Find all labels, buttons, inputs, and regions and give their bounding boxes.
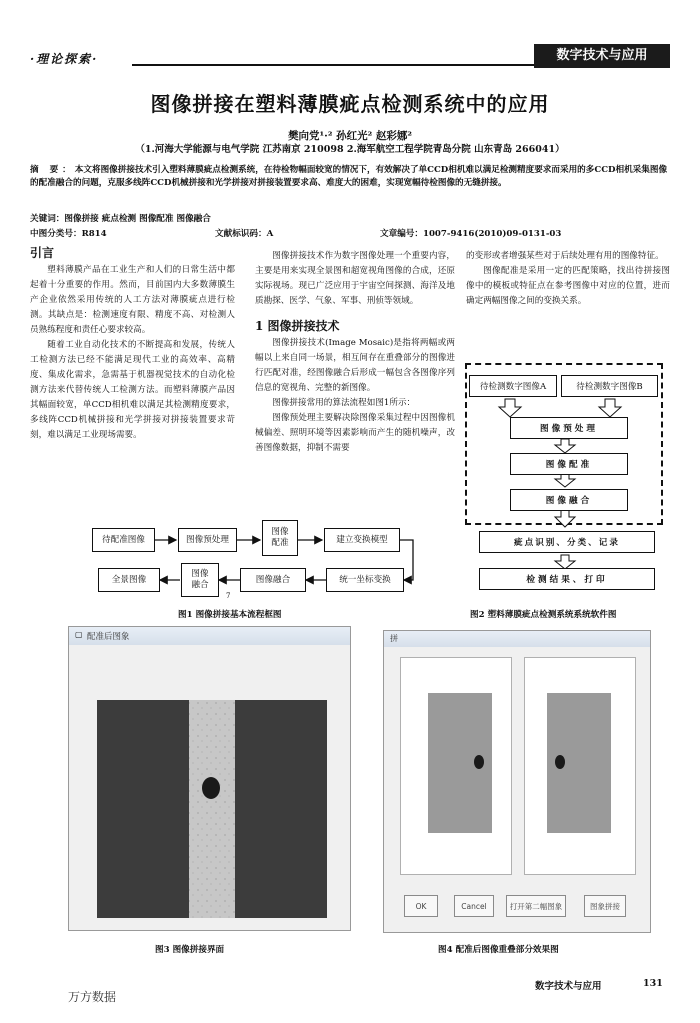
- fig4-right-overlap: [547, 693, 611, 833]
- fig4-right-panel: [524, 657, 636, 875]
- journal-tag: 数字技术与应用: [534, 44, 670, 68]
- fig4-titlebar: [384, 631, 650, 647]
- intro-heading: 引言: [30, 246, 55, 260]
- fig2-result-print: 检测结果、打印: [479, 568, 655, 590]
- intro-paragraph-2: 随着工业自动化技术的不断提高和发展，传统人工检测方法已经不能满足现代工业的高效率、高精度、集成化需求，急需基于机器视觉技术的自动化检测方法来代替传统人工检测方法。而塑料薄膜产品因其幅面较宽，单CCD相机难以满足其检测精度要求，多线阵CCD机械拼接和光学拼接对拼接装置要求苛刻，难以满足工业现场需要。: [30, 340, 235, 440]
- fig2-dashed-frame: [465, 363, 663, 525]
- fig1-box-register: 图像 配准: [262, 520, 298, 556]
- col2-paragraph-1: 图像拼接技术作为数字图像处理一个重要内容，主要是用来实现全景图和超宽视角图像的合成，还原实际视场。现已广泛应用于宇宙空间探测、海洋及地质勘探、医学、气象、军事、刑侦等领域。: [255, 251, 455, 306]
- header-rule: [132, 64, 534, 66]
- col2-paragraph-2: 图像拼接技术(Image Mosaic)是指将两幅或两幅以上来自同一场景，相互间存在重叠部分的图像进行匹配对准，经图像融合后形成一幅包含各图像序列信息的宽视角、完整的新图像。: [255, 338, 455, 393]
- intro-paragraph-1: 塑料薄膜产品在工业生产和人们的日常生活中都起着十分重要的作用。然而，目前国内大多数薄膜生产企业依然采用传统的人工方法对薄膜疵点进行检测。其缺点是：检测速度有限、精度不高、对检测人员熟练程度和责任心要求较高。: [30, 265, 235, 335]
- window-icon: ▢: [75, 630, 83, 639]
- open-second-image-button[interactable]: 打开第二幅图象: [506, 895, 566, 917]
- abstract-label: 摘 要：: [30, 165, 75, 175]
- fig1-box-preprocess: 图像预处理: [178, 528, 237, 552]
- column-1: [30, 246, 235, 443]
- footer-journal: 数字技术与应用: [535, 981, 602, 992]
- col3-paragraph-1: 的变形或者增强某些对于后续处理有用的图像特征。: [466, 251, 664, 261]
- fig3-window: [68, 626, 351, 931]
- fig4-window-title: 拼: [390, 634, 398, 643]
- abstract: [30, 164, 670, 190]
- page-number: 131: [643, 978, 663, 989]
- authors: 樊向党¹·² 孙红光² 赵彩娜²: [288, 130, 412, 142]
- affiliation: （1.河海大学能源与电气学院 江苏南京 210098 2.海军航空工程学院青岛分院 山东青岛 266041）: [135, 144, 565, 155]
- fig2-caption: 图2 塑料薄膜疵点检测系统系统软件图: [470, 610, 617, 620]
- fig4-caption: 图4 配准后图像重叠部分效果图: [438, 945, 559, 955]
- fig1-box-to-register: 待配准图像: [92, 528, 155, 552]
- fig1-box-image-fusion: 图像 融合: [181, 563, 219, 597]
- fig4-left-panel: [400, 657, 512, 875]
- section-1-heading: 1 图像拼接技术: [255, 319, 340, 333]
- fig3-stitched-image: [97, 700, 327, 918]
- stitch-image-button[interactable]: 图象拼接: [584, 895, 626, 917]
- fig1-box-fusion: 图像融合: [240, 568, 306, 592]
- fig3-caption: 图3 图像拼接界面: [155, 945, 225, 955]
- document-code: 文献标识码：A: [215, 229, 274, 239]
- fig2-fusion: 图像融合: [510, 489, 628, 511]
- fig1-mark: 7: [226, 592, 231, 600]
- fig2-defect-identify: 疵点识别、分类、记录: [479, 531, 655, 553]
- fig4-window: [383, 630, 651, 933]
- watermark: 万方数据: [68, 990, 117, 1004]
- fig4-left-overlap: [428, 693, 492, 833]
- keywords: [30, 212, 211, 224]
- fig2-arrows: [465, 395, 665, 595]
- fig3-window-title: 配准后图象: [87, 632, 130, 642]
- fig1-box-build-model: 建立变换模型: [324, 528, 400, 552]
- fig1-caption: 图1 图像拼接基本流程框图: [178, 610, 282, 620]
- col2-paragraph-4: 图像预处理主要解决除图像采集过程中因图像机械偏差、照明环境等因素影响而产生的随机噪声，改善图像数据，抑制不需要: [255, 413, 455, 453]
- fig2-input-a: 待检测数字图像A: [469, 375, 557, 397]
- fig1-box-panorama: 全景图像: [98, 568, 160, 592]
- ok-button[interactable]: OK: [404, 895, 438, 917]
- fig2-preprocess: 图像预处理: [510, 417, 628, 439]
- col2-paragraph-3: 图像拼接常用的算法流程如图1所示：: [272, 398, 416, 408]
- fig1-box-unify-coords: 统一坐标变换: [326, 568, 404, 592]
- keywords-text: 图像拼接 疵点检测 图像配准 图像融合: [64, 214, 211, 224]
- abstract-text: 本文将图像拼接技术引入塑料薄膜疵点检测系统，在待检物幅面较宽的情况下，有效解决了单CCD相机难以满足检测精度要求而采用的多CCD相机采集图像的配准融合的问题，克服多线阵CCD机械拼接和光学拼接对拼接装置要求高、难度大的困难，实现宽幅待检图像的无缝拼接。: [30, 165, 668, 188]
- clc-number: 中图分类号：R814: [30, 229, 107, 239]
- fig2-input-b: 待检测数字图像B: [561, 375, 658, 397]
- keywords-label: 关键词：: [30, 214, 65, 224]
- column-label: ·理论探索·: [30, 52, 99, 66]
- fig2-register: 图像配准: [510, 453, 628, 475]
- fig3-titlebar: [69, 627, 350, 645]
- cancel-button[interactable]: Cancel: [454, 895, 494, 917]
- article-id: 文章编号：1007-9416(2010)09-0131-03: [380, 229, 562, 239]
- column-2: [255, 249, 455, 456]
- col3-paragraph-2: 图像配准是采用一定的匹配策略，找出待拼接图像中的模板或特征点在参考图像中对应的位置，进而确定两幅图像之间的变换关系。: [466, 266, 670, 306]
- article-title: 图像拼接在塑料薄膜疵点检测系统中的应用: [150, 92, 550, 116]
- column-3: [466, 249, 670, 309]
